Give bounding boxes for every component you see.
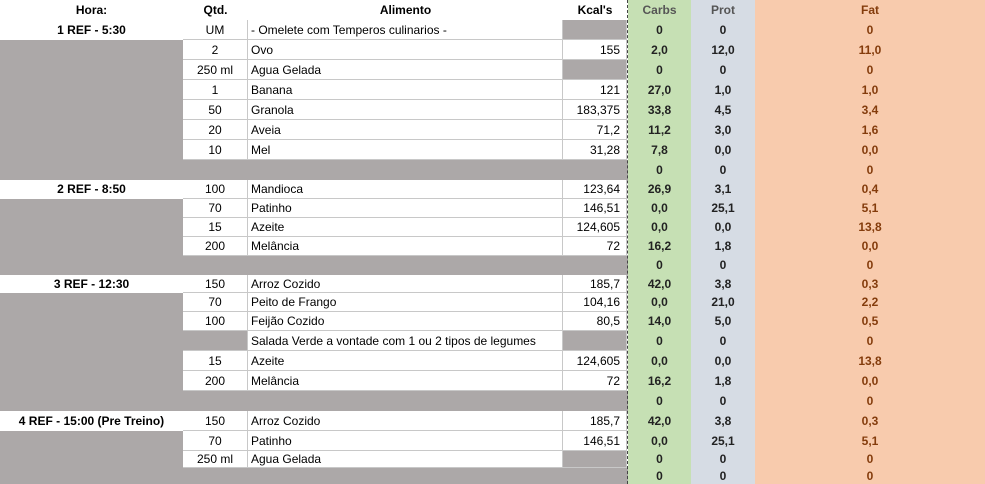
fat-cell[interactable]: 13,8 [755, 218, 985, 237]
prot-cell[interactable]: 0 [691, 391, 755, 411]
qtd-cell[interactable]: 250 ml [183, 451, 248, 468]
page-break-line [627, 0, 628, 484]
kcal-cell[interactable]: 185,7 [563, 275, 627, 293]
alimento-cell[interactable]: Mandioca [248, 180, 563, 199]
kcal-cell[interactable] [563, 451, 627, 468]
prot-cell[interactable]: 0,0 [691, 351, 755, 371]
prot-cell[interactable]: 0 [691, 468, 755, 484]
alimento-cell[interactable]: Arroz Cozido [248, 275, 563, 293]
prot-cell[interactable]: 4,5 [691, 100, 755, 120]
qtd-cell[interactable]: 200 [183, 371, 248, 391]
fat-cell[interactable]: 0,4 [755, 180, 985, 199]
carbs-cell[interactable]: 42,0 [628, 275, 691, 293]
fat-cell[interactable]: 0,0 [755, 140, 985, 160]
prot-cell[interactable]: 3,8 [691, 275, 755, 293]
fat-cell[interactable]: 0,3 [755, 411, 985, 431]
fat-cell[interactable]: 0 [755, 468, 985, 484]
separator-row[interactable] [183, 160, 628, 180]
hora-cell[interactable] [0, 199, 183, 218]
kcal-cell[interactable]: 185,7 [563, 411, 627, 431]
kcal-cell[interactable]: 146,51 [563, 431, 627, 451]
hora-cell[interactable] [0, 371, 183, 391]
hora-cell[interactable] [0, 451, 183, 468]
fat-cell[interactable]: 1,6 [755, 120, 985, 140]
carbs-cell[interactable]: 27,0 [628, 80, 691, 100]
alimento-cell[interactable]: Banana [248, 80, 563, 100]
kcal-cell[interactable]: 183,375 [563, 100, 627, 120]
kcal-cell[interactable] [563, 331, 627, 351]
qtd-cell[interactable]: 150 [183, 411, 248, 431]
carbs-cell[interactable]: 0 [628, 331, 691, 351]
carbs-cell[interactable]: 0 [628, 468, 691, 484]
hora-cell[interactable] [0, 431, 183, 451]
separator-row[interactable] [183, 468, 628, 484]
prot-cell[interactable]: 1,0 [691, 80, 755, 100]
hora-cell[interactable] [0, 468, 183, 484]
qtd-cell[interactable]: 70 [183, 199, 248, 218]
separator-row[interactable] [183, 391, 628, 411]
carbs-cell[interactable]: 11,2 [628, 120, 691, 140]
prot-cell[interactable]: 1,8 [691, 237, 755, 256]
carbs-cell[interactable]: 26,9 [628, 180, 691, 199]
qtd-cell[interactable]: 2 [183, 40, 248, 60]
carbs-cell[interactable]: 0 [628, 20, 691, 40]
qtd-cell[interactable]: 150 [183, 275, 248, 293]
fat-cell[interactable]: 5,1 [755, 431, 985, 451]
kcal-cell[interactable]: 72 [563, 371, 627, 391]
prot-cell[interactable]: 0,0 [691, 218, 755, 237]
hora-cell[interactable] [0, 312, 183, 331]
hora-cell[interactable] [0, 120, 183, 140]
fat-cell[interactable]: 0 [755, 60, 985, 80]
alimento-cell[interactable]: Melância [248, 371, 563, 391]
prot-cell[interactable]: 0 [691, 331, 755, 351]
header-fat[interactable]: Fat [755, 0, 985, 20]
header-qtd[interactable]: Qtd. [203, 3, 228, 17]
qtd-cell[interactable]: 100 [183, 312, 248, 331]
prot-cell[interactable]: 25,1 [691, 431, 755, 451]
fat-cell[interactable]: 0,5 [755, 312, 985, 331]
prot-cell[interactable]: 21,0 [691, 293, 755, 312]
carbs-cell[interactable]: 42,0 [628, 411, 691, 431]
alimento-cell[interactable]: Patinho [248, 199, 563, 218]
prot-cell[interactable]: 12,0 [691, 40, 755, 60]
fat-cell[interactable]: 0 [755, 256, 985, 275]
carbs-cell[interactable]: 14,0 [628, 312, 691, 331]
fat-cell[interactable]: 0 [755, 331, 985, 351]
carbs-cell[interactable]: 0,0 [628, 293, 691, 312]
header-kcal[interactable]: Kcal's [577, 3, 613, 17]
carbs-cell[interactable]: 7,8 [628, 140, 691, 160]
kcal-cell[interactable]: 71,2 [563, 120, 627, 140]
prot-cell[interactable]: 3,8 [691, 411, 755, 431]
hora-cell[interactable] [0, 351, 183, 371]
kcal-cell[interactable]: 121 [563, 80, 627, 100]
hora-cell[interactable] [0, 160, 183, 180]
alimento-cell[interactable]: Melância [248, 237, 563, 256]
qtd-cell[interactable]: 10 [183, 140, 248, 160]
prot-cell[interactable]: 0 [691, 160, 755, 180]
kcal-cell[interactable]: 146,51 [563, 199, 627, 218]
prot-cell[interactable]: 3,1 [691, 180, 755, 199]
alimento-cell[interactable]: Feijão Cozido [248, 312, 563, 331]
header-carbs[interactable]: Carbs [628, 0, 691, 20]
hora-cell[interactable] [0, 140, 183, 160]
qtd-cell[interactable]: UM [183, 20, 248, 40]
meal-time-label[interactable]: 3 REF - 12:30 [53, 277, 130, 291]
hora-cell[interactable] [0, 256, 183, 275]
fat-cell[interactable]: 1,0 [755, 80, 985, 100]
prot-cell[interactable]: 0 [691, 20, 755, 40]
kcal-cell[interactable]: 104,16 [563, 293, 627, 312]
prot-cell[interactable]: 25,1 [691, 199, 755, 218]
alimento-cell[interactable]: Aveia [248, 120, 563, 140]
carbs-cell[interactable]: 0 [628, 451, 691, 468]
carbs-cell[interactable]: 0 [628, 256, 691, 275]
alimento-cell[interactable]: Mel [248, 140, 563, 160]
carbs-cell[interactable]: 33,8 [628, 100, 691, 120]
prot-cell[interactable]: 1,8 [691, 371, 755, 391]
alimento-cell[interactable]: Azeite [248, 351, 563, 371]
qtd-cell[interactable]: 100 [183, 180, 248, 199]
prot-cell[interactable]: 0 [691, 256, 755, 275]
fat-cell[interactable]: 2,2 [755, 293, 985, 312]
separator-row[interactable] [183, 256, 628, 275]
hora-cell[interactable] [0, 293, 183, 312]
hora-cell[interactable] [0, 331, 183, 351]
fat-cell[interactable]: 0,3 [755, 275, 985, 293]
prot-cell[interactable]: 5,0 [691, 312, 755, 331]
qtd-cell[interactable]: 200 [183, 237, 248, 256]
prot-cell[interactable]: 0,0 [691, 140, 755, 160]
alimento-cell[interactable]: Agua Gelada [248, 60, 563, 80]
kcal-cell[interactable]: 72 [563, 237, 627, 256]
carbs-cell[interactable]: 0 [628, 391, 691, 411]
kcal-cell[interactable]: 124,605 [563, 351, 627, 371]
carbs-cell[interactable]: 16,2 [628, 371, 691, 391]
kcal-cell[interactable]: 80,5 [563, 312, 627, 331]
meal-time-label[interactable]: 1 REF - 5:30 [57, 23, 126, 37]
header-prot[interactable]: Prot [691, 0, 755, 20]
qtd-cell[interactable]: 15 [183, 351, 248, 371]
prot-cell[interactable]: 0 [691, 60, 755, 80]
qtd-cell[interactable]: 70 [183, 431, 248, 451]
kcal-cell[interactable]: 124,605 [563, 218, 627, 237]
alimento-cell[interactable]: Patinho [248, 431, 563, 451]
hora-cell[interactable] [0, 391, 183, 411]
alimento-cell[interactable]: Arroz Cozido [248, 411, 563, 431]
alimento-cell[interactable]: - Omelete com Temperos culinarios - [248, 20, 563, 40]
header-alimento[interactable]: Alimento [379, 3, 432, 17]
alimento-cell[interactable]: Ovo [248, 40, 563, 60]
alimento-cell[interactable]: Salada Verde a vontade com 1 ou 2 tipos de legumes [248, 331, 563, 351]
fat-cell[interactable]: 0,0 [755, 237, 985, 256]
meal-time-label[interactable]: 4 REF - 15:00 (Pre Treino) [18, 414, 165, 428]
prot-cell[interactable]: 0 [691, 451, 755, 468]
qtd-cell[interactable]: 70 [183, 293, 248, 312]
hora-cell[interactable] [0, 237, 183, 256]
fat-cell[interactable]: 11,0 [755, 40, 985, 60]
qtd-cell[interactable]: 250 ml [183, 60, 248, 80]
prot-cell[interactable]: 3,0 [691, 120, 755, 140]
kcal-cell[interactable] [563, 20, 627, 40]
kcal-cell[interactable]: 155 [563, 40, 627, 60]
alimento-cell[interactable]: Granola [248, 100, 563, 120]
hora-cell[interactable] [0, 218, 183, 237]
fat-cell[interactable]: 3,4 [755, 100, 985, 120]
carbs-cell[interactable]: 0,0 [628, 199, 691, 218]
qtd-cell[interactable] [183, 331, 248, 351]
carbs-cell[interactable]: 16,2 [628, 237, 691, 256]
alimento-cell[interactable]: Peito de Frango [248, 293, 563, 312]
header-hora[interactable]: Hora: [75, 3, 108, 17]
fat-cell[interactable]: 0 [755, 451, 985, 468]
alimento-cell[interactable]: Agua Gelada [248, 451, 563, 468]
carbs-cell[interactable]: 2,0 [628, 40, 691, 60]
qtd-cell[interactable]: 15 [183, 218, 248, 237]
qtd-cell[interactable]: 50 [183, 100, 248, 120]
carbs-cell[interactable]: 0 [628, 60, 691, 80]
fat-cell[interactable]: 0 [755, 160, 985, 180]
hora-cell[interactable] [0, 100, 183, 120]
hora-cell[interactable] [0, 40, 183, 60]
hora-cell[interactable] [0, 60, 183, 80]
fat-cell[interactable]: 5,1 [755, 199, 985, 218]
kcal-cell[interactable] [563, 60, 627, 80]
kcal-cell[interactable]: 31,28 [563, 140, 627, 160]
qtd-cell[interactable]: 20 [183, 120, 248, 140]
carbs-cell[interactable]: 0 [628, 160, 691, 180]
hora-cell[interactable] [0, 80, 183, 100]
meal-time-label[interactable]: 2 REF - 8:50 [57, 182, 126, 196]
qtd-cell[interactable]: 1 [183, 80, 248, 100]
carbs-cell[interactable]: 0,0 [628, 351, 691, 371]
fat-cell[interactable]: 0,0 [755, 371, 985, 391]
carbs-cell[interactable]: 0,0 [628, 431, 691, 451]
fat-cell[interactable]: 13,8 [755, 351, 985, 371]
fat-cell[interactable]: 0 [755, 391, 985, 411]
kcal-cell[interactable]: 123,64 [563, 180, 627, 199]
carbs-cell[interactable]: 0,0 [628, 218, 691, 237]
alimento-cell[interactable]: Azeite [248, 218, 563, 237]
fat-cell[interactable]: 0 [755, 20, 985, 40]
